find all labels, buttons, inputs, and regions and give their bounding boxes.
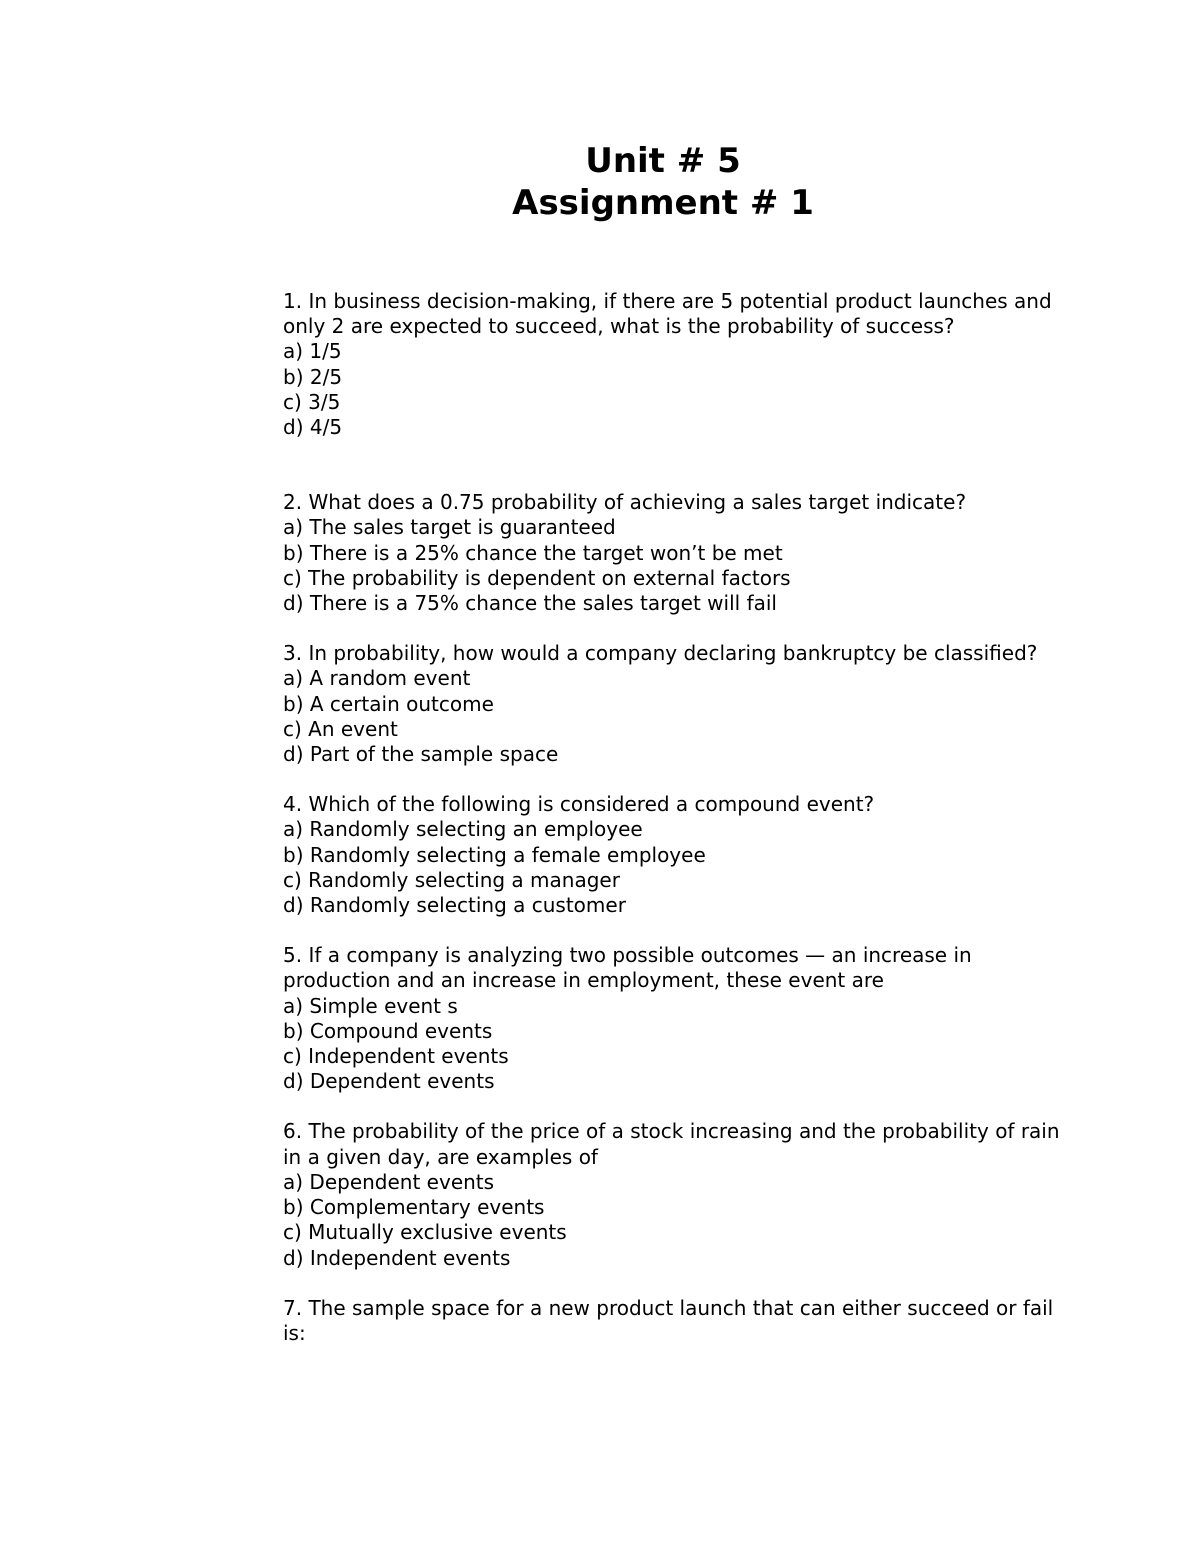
option-d: d) Randomly selecting a customer bbox=[283, 893, 626, 918]
option-b: b) A certain outcome bbox=[283, 691, 494, 716]
question-text: 4. Which of the following is considered a compound event? bbox=[283, 792, 875, 817]
option-d: d) There is a 75% chance the sales target will fail bbox=[283, 591, 777, 616]
option-d: d) Part of the sample space bbox=[283, 742, 559, 767]
option-b: b) Compound events bbox=[283, 1018, 493, 1043]
question-7 bbox=[283, 1296, 1063, 1346]
option-c: c) 3/5 bbox=[283, 389, 341, 414]
option-d: d) 4/5 bbox=[283, 415, 343, 440]
question-text: 7. The sample space for a new product launch that can either succeed or fail is: bbox=[283, 1295, 1054, 1345]
spacer bbox=[283, 616, 1063, 641]
question-3 bbox=[283, 641, 1063, 767]
spacer bbox=[283, 1271, 1063, 1296]
option-b: b) There is a 25% chance the target won’t be met bbox=[283, 540, 783, 565]
question-text: 2. What does a 0.75 probability of achieving a sales target indicate? bbox=[283, 490, 967, 515]
question-text: 3. In probability, how would a company declaring bankruptcy be classified? bbox=[283, 641, 1038, 666]
option-a: a) Randomly selecting an employee bbox=[283, 817, 643, 842]
option-a: a) A random event bbox=[283, 666, 471, 691]
question-text: 6. The probability of the price of a stock increasing and the probability of rain in a given day, are examples of bbox=[283, 1119, 1060, 1169]
option-b: b) 2/5 bbox=[283, 364, 343, 389]
question-1 bbox=[283, 289, 1063, 440]
option-c: c) The probability is dependent on external factors bbox=[283, 565, 791, 590]
spacer bbox=[283, 767, 1063, 792]
question-4 bbox=[283, 792, 1063, 918]
option-b: b) Complementary events bbox=[283, 1195, 545, 1220]
spacer bbox=[283, 440, 1063, 490]
question-text: 5. If a company is analyzing two possible outcomes — an increase in production and an increase in employment, these event are bbox=[283, 943, 972, 993]
question-text: 1. In business decision-making, if there are 5 potential product launches and only 2 are expected to succeed, what is the probability of success? bbox=[283, 289, 1052, 339]
option-c: c) Mutually exclusive events bbox=[283, 1220, 567, 1245]
unit-title: Unit # 5 bbox=[585, 141, 741, 181]
option-a: a) 1/5 bbox=[283, 339, 342, 364]
option-a: a) Dependent events bbox=[283, 1169, 495, 1194]
question-2 bbox=[283, 490, 1063, 616]
option-a: a) Simple event s bbox=[283, 993, 458, 1018]
spacer bbox=[283, 1094, 1063, 1119]
option-d: d) Dependent events bbox=[283, 1069, 495, 1094]
question-list bbox=[283, 289, 1063, 1346]
option-c: c) Independent events bbox=[283, 1044, 509, 1069]
assignment-title: Assignment # 1 bbox=[512, 183, 814, 223]
option-d: d) Independent events bbox=[283, 1245, 511, 1270]
option-a: a) The sales target is guaranteed bbox=[283, 515, 616, 540]
document-title bbox=[0, 140, 1200, 224]
option-c: c) Randomly selecting a manager bbox=[283, 867, 620, 892]
spacer bbox=[283, 918, 1063, 943]
option-c: c) An event bbox=[283, 716, 398, 741]
option-b: b) Randomly selecting a female employee bbox=[283, 842, 706, 867]
question-5 bbox=[283, 943, 1063, 1094]
question-6 bbox=[283, 1119, 1063, 1270]
